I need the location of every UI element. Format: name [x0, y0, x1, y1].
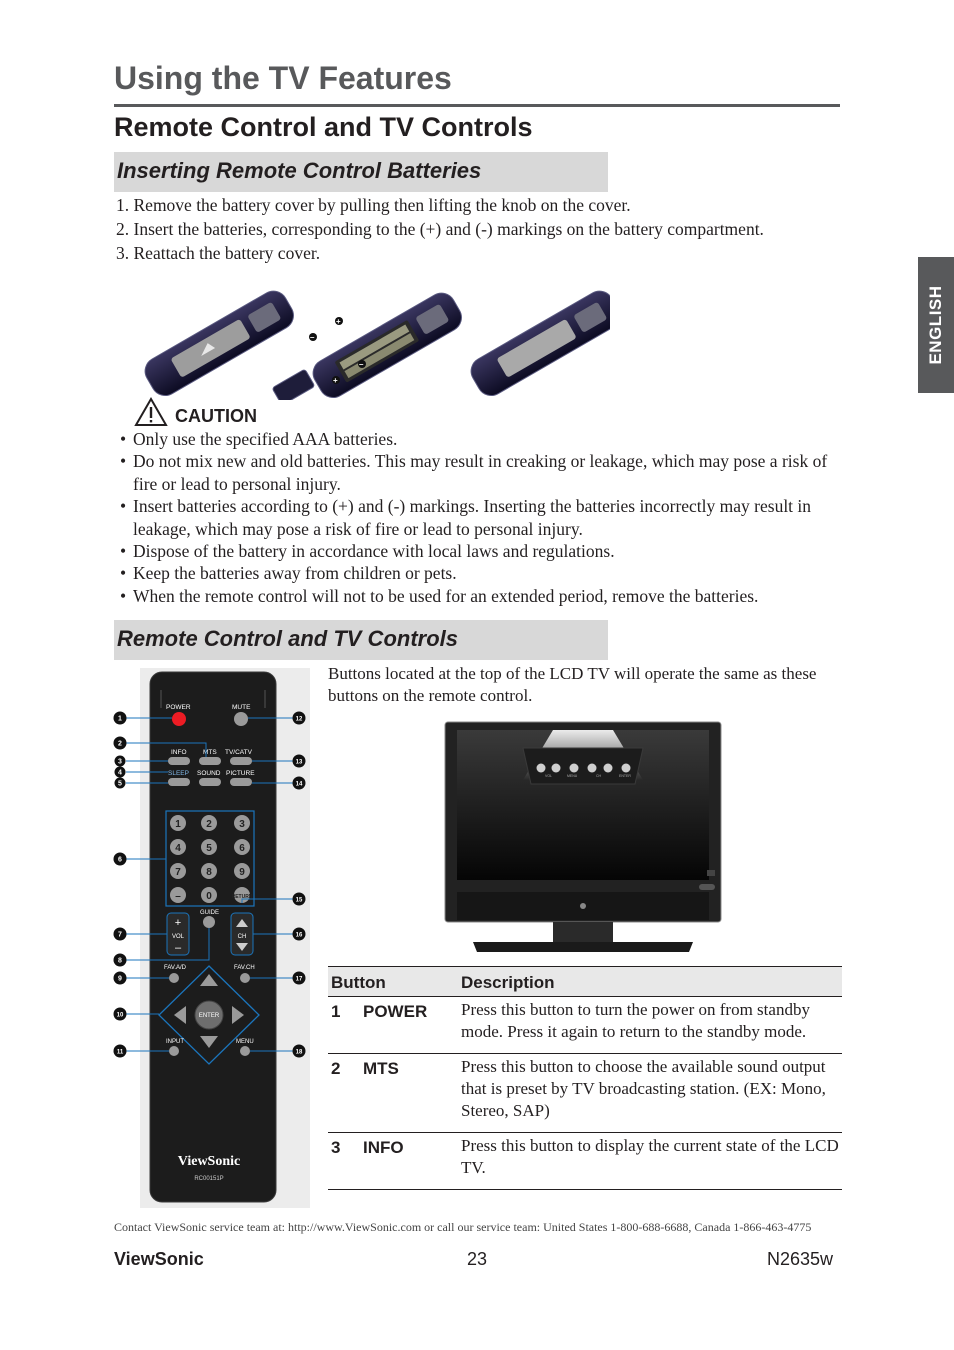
- tv-illustration: [443, 720, 723, 956]
- tvcatv-button[interactable]: [230, 757, 252, 765]
- callout-label: 12: [295, 716, 303, 723]
- remote-brand-logo: ViewSonic: [177, 1154, 241, 1169]
- controls-intro: Buttons located at the top of the LCD TV will operate the same as these buttons on the remote control.: [328, 664, 817, 705]
- caution-item: • Only use the specified AAA batteries.: [120, 428, 840, 450]
- batteries-heading-band: [114, 152, 608, 192]
- sound-button[interactable]: [199, 778, 221, 786]
- callout-label: 9: [118, 975, 122, 983]
- caution-title: CAUTION: [175, 406, 257, 426]
- warning-triangle-icon: [134, 397, 168, 427]
- caution-header: [134, 397, 257, 429]
- table-row: [328, 1133, 842, 1190]
- table-row: [328, 1054, 842, 1133]
- input-label: INPUT: [166, 1039, 184, 1045]
- callout-label: 14: [295, 781, 303, 788]
- row-number: 1: [328, 997, 360, 1054]
- callout-label: 1: [118, 715, 122, 723]
- callout-label: 4: [118, 769, 122, 777]
- callout-label: 2: [118, 740, 122, 748]
- tv-button[interactable]: [537, 764, 546, 773]
- tv-button[interactable]: [570, 764, 579, 773]
- mts-button[interactable]: [199, 757, 221, 765]
- guide-label: GUIDE: [200, 910, 220, 916]
- mute-label: MUTE: [232, 704, 251, 711]
- page-number: 23: [467, 1249, 488, 1269]
- sound-label: SOUND: [197, 770, 221, 777]
- row-description: Press this button to display the current state of the LCD TV.: [458, 1133, 842, 1190]
- tv-logo-dot: [580, 903, 586, 909]
- info-label: INFO: [171, 749, 187, 756]
- callout-label: 5: [118, 780, 122, 788]
- key-label: 0: [206, 891, 212, 902]
- key-label: 5: [206, 843, 212, 854]
- header-button: Button: [328, 967, 458, 997]
- callout-label: 18: [295, 1049, 303, 1056]
- caution-item: • When the remote control will not to be used for an extended period, remove the batteries.: [120, 585, 840, 607]
- guide-button[interactable]: [203, 916, 215, 928]
- vol-label: VOL: [171, 934, 185, 940]
- callout-label: 7: [118, 931, 122, 939]
- tv-control-label: VOL: [545, 774, 553, 778]
- row-number: 2: [328, 1054, 360, 1133]
- header-description: Description: [458, 967, 842, 997]
- remote-back-step2: [308, 288, 467, 400]
- callout-label: 13: [295, 759, 303, 766]
- picture-button[interactable]: [230, 778, 252, 786]
- key-label: 1: [175, 819, 181, 830]
- remote-control-diagram: [112, 668, 312, 1208]
- battery-step: 1. Remove the battery cover by pulling then lifting the knob on the cover.: [116, 195, 631, 215]
- title-rule: [114, 104, 840, 107]
- fav-ch-label: FAV.CH: [234, 965, 255, 971]
- svg-text:–: –: [359, 360, 364, 369]
- tv-power-indicator: [699, 884, 715, 890]
- svg-text:+: +: [336, 317, 341, 326]
- tv-control-label: MENU: [567, 774, 578, 778]
- battery-illustration: [132, 266, 610, 400]
- vol-up-icon: +: [174, 917, 182, 929]
- caution-item: • Keep the batteries away from children or pets.: [120, 562, 840, 584]
- tv-button[interactable]: [622, 764, 631, 773]
- key-label: 7: [175, 867, 181, 878]
- caution-item: • Dispose of the battery in accordance with local laws and regulations.: [120, 540, 840, 562]
- batteries-heading: Inserting Remote Control Batteries: [117, 158, 482, 183]
- callout-label: 3: [118, 758, 122, 766]
- tv-button[interactable]: [604, 764, 613, 773]
- controls-heading: Remote Control and TV Controls: [117, 626, 458, 651]
- key-label: 9: [239, 867, 245, 878]
- remote-back-step1: [140, 286, 299, 400]
- tv-stand-base: [473, 942, 693, 952]
- picture-label: PICTURE: [226, 770, 255, 777]
- callout-label: 6: [118, 856, 122, 864]
- vol-down-icon: –: [174, 942, 182, 954]
- callout-label: 15: [295, 897, 303, 904]
- table-row: [328, 997, 842, 1054]
- key-label: 6: [239, 843, 245, 854]
- row-number: 3: [328, 1133, 360, 1190]
- key-label: 8: [206, 867, 212, 878]
- row-description: Press this button to turn the power on from standby mode. Press it again to return to the standby mode.: [458, 997, 842, 1054]
- callout-label: 17: [295, 976, 303, 983]
- ch-label: CH: [237, 934, 247, 940]
- language-tab-label: ENGLISH: [926, 285, 945, 365]
- footer-model: N2635w: [767, 1249, 834, 1269]
- table-header-row: [328, 967, 842, 997]
- caution-item: • Do not mix new and old batteries. This may result in creaking or leakage, which may pose a risk of fire or lead to personal injury.: [120, 450, 840, 495]
- tv-stand-neck: [553, 922, 613, 942]
- contact-line: Contact ViewSonic service team at: http://www.ViewSonic.com or call our service team: United States 1-800-688-6688, Canada 1-866-463-4775: [114, 1220, 812, 1234]
- fav-ad-label: FAV.A/D: [164, 965, 187, 971]
- menu-button[interactable]: [240, 1046, 250, 1056]
- tv-control-label: ENTER: [619, 774, 631, 778]
- info-button[interactable]: [168, 757, 190, 765]
- mts-label: MTS: [203, 749, 217, 756]
- power-button[interactable]: [172, 712, 186, 726]
- tv-button[interactable]: [552, 764, 561, 773]
- sleep-button[interactable]: [168, 778, 190, 786]
- row-description: Press this button to choose the available sound output that is preset by TV broadcasting station. (EX: Mono, Stereo, SAP): [458, 1054, 842, 1133]
- tv-control-label: CH: [596, 774, 602, 778]
- footer-brand: ViewSonic: [114, 1249, 204, 1269]
- return-label: RETURN: [231, 894, 253, 900]
- button-table: [328, 966, 842, 1190]
- callout-label: 10: [116, 1012, 124, 1019]
- power-label: POWER: [166, 704, 191, 711]
- battery-steps: [116, 193, 764, 265]
- tv-ir-sensor: [707, 870, 715, 876]
- remote-model-label: RC00151P: [194, 1176, 224, 1182]
- battery-cover: [272, 369, 315, 400]
- language-tab: [918, 257, 954, 393]
- section-title: Remote Control and TV Controls: [114, 112, 533, 142]
- battery-step: 3. Reattach the battery cover.: [116, 243, 321, 263]
- caution-item: • Insert batteries according to (+) and (-) markings. Inserting the batteries incorrectly may result in leakage, which may pose a risk of fire or lead to personal injury.: [120, 495, 840, 540]
- key-label: 4: [175, 843, 181, 854]
- callout-label: 8: [118, 957, 122, 965]
- row-button-name: POWER: [360, 997, 458, 1054]
- menu-label: MENU: [236, 1039, 254, 1045]
- svg-text:–: –: [310, 333, 315, 342]
- key-label: –: [175, 891, 181, 902]
- tv-button[interactable]: [588, 764, 597, 773]
- controls-heading-band: [114, 620, 608, 660]
- key-label: 2: [206, 819, 212, 830]
- battery-step: 2. Insert the batteries, corresponding to the (+) and (-) markings on the battery compartment.: [116, 219, 764, 239]
- tvcatv-label: TV/CATV: [225, 749, 252, 756]
- sleep-label: SLEEP: [168, 770, 189, 777]
- enter-label: ENTER: [198, 1013, 220, 1019]
- page-title: Using the TV Features: [114, 60, 452, 96]
- callout-label: 11: [116, 1049, 124, 1056]
- remote-back-step3: [466, 286, 610, 400]
- callout-label: 16: [295, 932, 303, 939]
- mute-button[interactable]: [234, 712, 248, 726]
- row-button-name: MTS: [360, 1054, 458, 1133]
- svg-text:+: +: [333, 376, 338, 385]
- row-button-name: INFO: [360, 1133, 458, 1190]
- key-label: 3: [239, 819, 245, 830]
- fav-ch-button[interactable]: [240, 973, 250, 983]
- caution-list: [120, 428, 840, 607]
- input-button[interactable]: [169, 1046, 179, 1056]
- fav-ad-button[interactable]: [169, 973, 179, 983]
